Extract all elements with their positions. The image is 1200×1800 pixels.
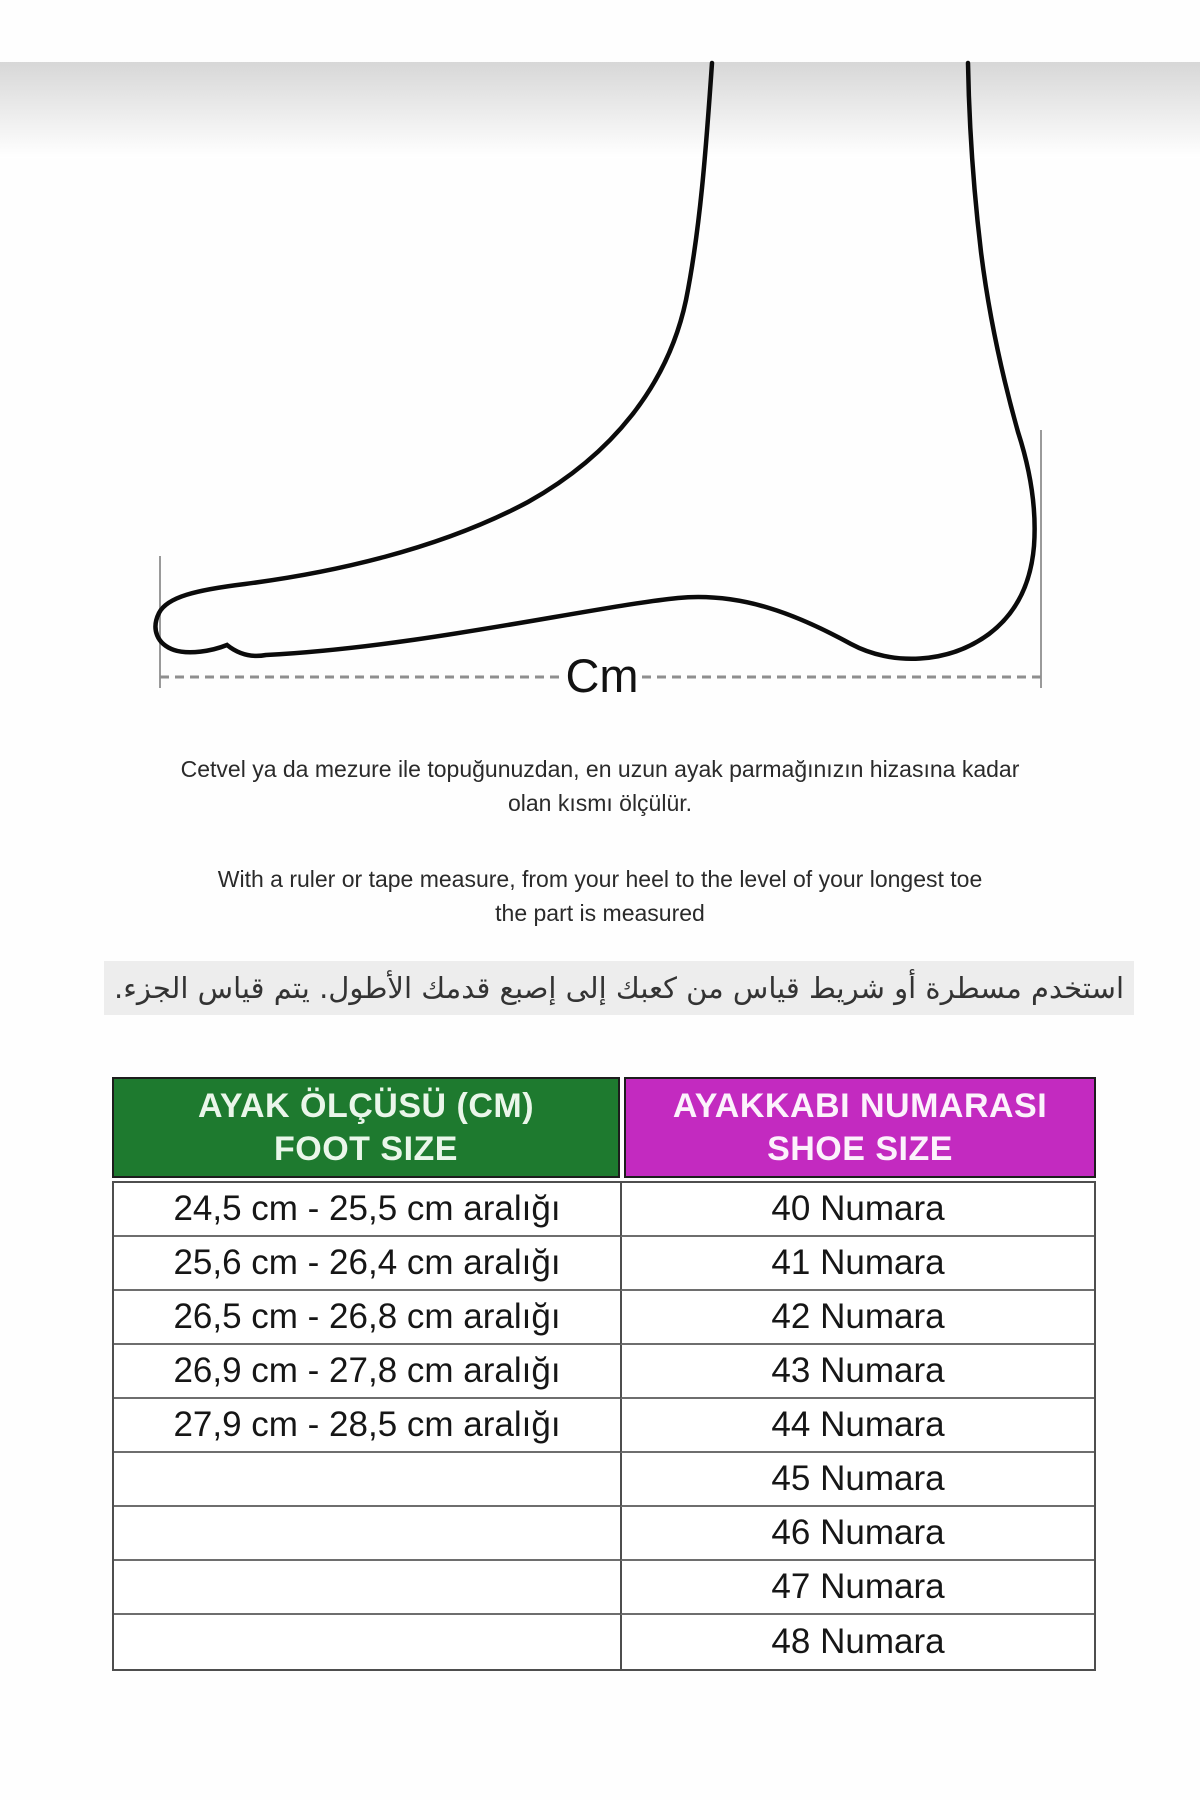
header-foot-size-line1: AYAK ÖLÇÜSÜ (CM) [197,1086,535,1125]
header-foot-size [112,1077,620,1178]
foot-size-cell: 26,5 cm - 26,8 cm aralığı [114,1291,620,1345]
shoe-size-cell: 44 Numara [620,1399,1094,1453]
instruction-english-line1: With a ruler or tape measure, from your heel to the level of your longest toe [217,866,983,892]
instruction-arabic: استخدم مسطرة أو شريط قياس من كعبك إلى إصبع قدمك الأطول. يتم قياس الجزء. [104,961,1134,1015]
size-conversion-table [112,1077,1096,1671]
foot-size-cell: 24,5 cm - 25,5 cm aralığı [114,1183,620,1237]
foot-measurement-diagram [0,0,1200,700]
foot-size-cell [114,1453,620,1507]
cm-unit-label: Cm [565,649,639,702]
instruction-turkish-line1: Cetvel ya da mezure ile topuğunuzdan, en uzun ayak parmağınızın hizasına kadar [180,756,1020,782]
table-row [114,1237,1094,1291]
shoe-size-cell: 40 Numara [620,1183,1094,1237]
header-shoe-size [624,1077,1096,1178]
shoe-size-cell: 43 Numara [620,1345,1094,1399]
instruction-turkish-line2: olan kısmı ölçülür. [507,790,693,816]
header-shoe-size-line2: SHOE SIZE [767,1129,953,1168]
foot-size-cell: 27,9 cm - 28,5 cm aralığı [114,1399,620,1453]
shoe-size-cell: 46 Numara [620,1507,1094,1561]
shoe-size-cell: 42 Numara [620,1291,1094,1345]
table-row [114,1453,1094,1507]
instruction-turkish [0,752,1200,820]
table-header-row [112,1077,1096,1178]
table-row [114,1345,1094,1399]
table-row [114,1399,1094,1453]
table-row [114,1183,1094,1237]
table-row [114,1615,1094,1669]
table-row [114,1291,1094,1345]
shoe-size-cell: 41 Numara [620,1237,1094,1291]
foot-size-cell [114,1561,620,1615]
foot-size-cell [114,1615,620,1669]
foot-size-cell: 25,6 cm - 26,4 cm aralığı [114,1237,620,1291]
instruction-english-line2: the part is measured [495,900,705,926]
table-row [114,1507,1094,1561]
shoe-size-cell: 47 Numara [620,1561,1094,1615]
header-shoe-size-line1: AYAKKABI NUMARASI [672,1086,1048,1125]
shoe-size-cell: 48 Numara [620,1615,1094,1669]
shoe-size-cell: 45 Numara [620,1453,1094,1507]
foot-outline-icon [155,63,1034,659]
table-body [112,1181,1096,1671]
table-row [114,1561,1094,1615]
foot-size-cell: 26,9 cm - 27,8 cm aralığı [114,1345,620,1399]
foot-size-cell [114,1507,620,1561]
header-foot-size-line2: FOOT SIZE [274,1129,458,1168]
instruction-english [0,862,1200,930]
